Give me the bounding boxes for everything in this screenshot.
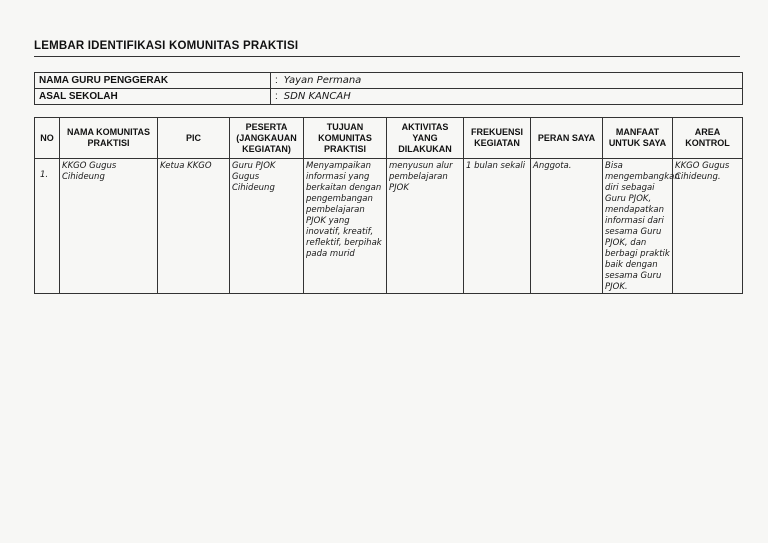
row1-peran: Anggota. [533,161,572,171]
school-value-cell: : SDN KANCAH [271,89,743,105]
header-no: NO [35,118,60,159]
row1-nama: KKGO Gugus Cihideung [62,161,117,182]
header-peserta: PESERTA (JANGKAUAN KEGIATAN) [230,118,304,159]
row1-peserta-cell [230,159,304,294]
row1-frekuensi: 1 bulan sekali [466,161,526,171]
header-peran: PERAN SAYA [531,118,603,159]
header-aktivitas: AKTIVITAS YANG DILAKUKAN [387,118,464,159]
teacher-value: Yayan Permana [283,75,362,86]
header-area-kontrol: AREA KONTROL [673,118,743,159]
row1-peran-cell [531,159,603,294]
row1-area-cell [673,159,743,294]
page-title: LEMBAR IDENTIFIKASI KOMUNITAS PRAKTISI [34,40,299,52]
row1-pic: Ketua KKGO [160,161,212,171]
teacher-label: NAMA GURU PENGGERAK [35,73,271,89]
header-frekuensi: FREKUENSI KEGIATAN [464,118,531,159]
header-nama-komunitas: NAMA KOMUNITAS PRAKTISI [60,118,158,159]
school-value: SDN KANCAH [283,91,351,102]
row1-manfaat-cell [603,159,680,294]
row1-aktivitas: menyusun alur pembelajaran PJOK [389,161,453,193]
row1-tujuan-cell [304,159,387,294]
title-divider [34,56,740,57]
row1-no: 1. [40,170,49,180]
teacher-row [35,73,743,89]
row1-area: KKGO Gugus Cihideung. [675,161,730,182]
row1-no-cell [35,159,60,294]
community-table [34,117,743,294]
header-tujuan: TUJUAN KOMUNITAS PRAKTISI [304,118,387,159]
header-pic: PIC [158,118,230,159]
identity-table [34,72,743,105]
row1-aktivitas-cell [387,159,464,294]
header-manfaat: MANFAAT UNTUK SAYA [603,118,673,159]
row1-pic-cell [158,159,230,294]
row1-tujuan: Menyampaikan informasi yang berkaitan dengan pengembangan pembelajaran PJOK yang inovatif, kreatif, reflektif, berpihak pada murid [306,161,382,259]
teacher-value-cell: : Yayan Permana [271,73,743,89]
row1-frekuensi-cell [464,159,531,294]
header-row [35,118,743,159]
row1-nama-cell [60,159,158,294]
row1-peserta: Guru PJOK Gugus Cihideung [232,161,276,193]
school-row [35,89,743,105]
row1-manfaat: Bisa mengembangkan diri sebagai Guru PJOK, mendapatkan informasi dari sesama Guru PJOK, dan berbagi praktik baik dengan sesama Guru PJOK. [605,161,680,292]
school-label: ASAL SEKOLAH [35,89,271,105]
